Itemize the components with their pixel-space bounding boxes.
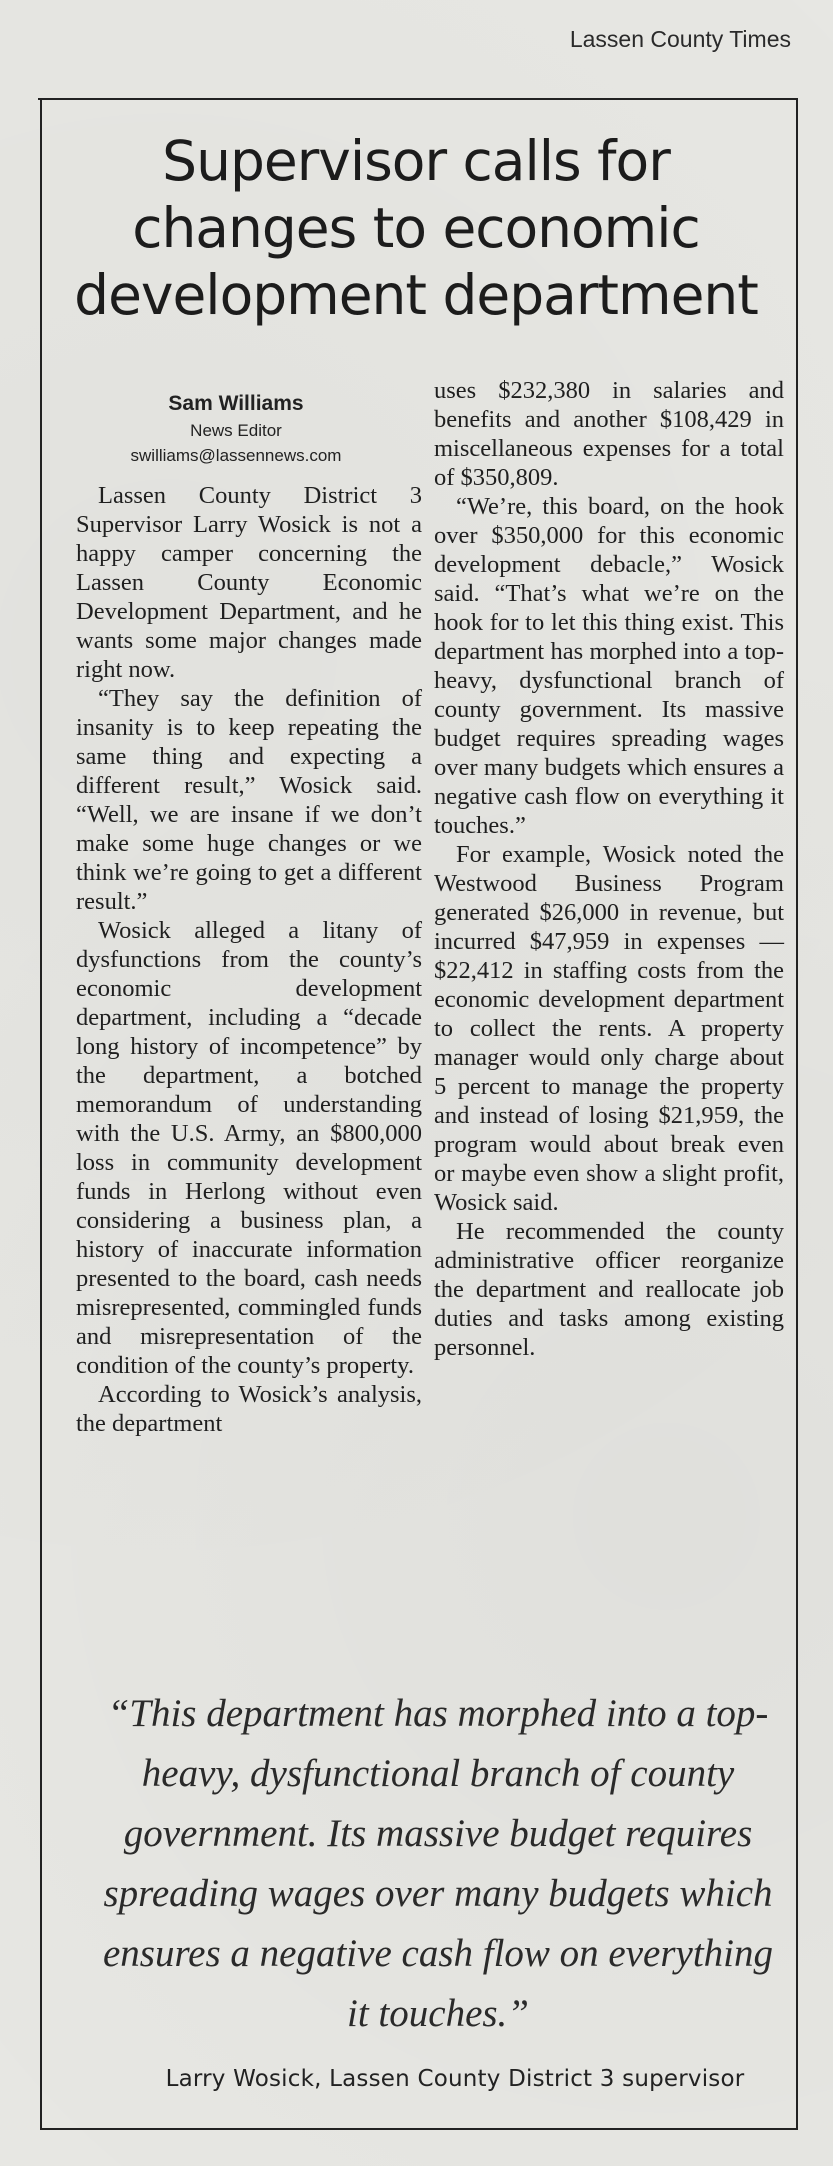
paragraph: According to Wosick’s analysis, the department xyxy=(76,1381,422,1437)
author-name: Sam Williams xyxy=(168,392,304,415)
paragraph: “We’re, this board, on the hook over $350,000 for this economic development debacle,” Wosick said. “That’s what we’re on the hook for to let this thing exist. This department has morphed into a top-heavy, dysfunctional branch of county government. Its massive budget requires spreading wages over many budgets which ensures a negative cash flow on everything it touches.” xyxy=(434,493,784,839)
article-column-left xyxy=(76,481,422,1661)
paragraph: uses $232,380 in salaries and benefits and another $108,429 in miscellaneous expenses for a total of $350,809. xyxy=(434,377,784,491)
article-column-right xyxy=(434,376,784,1661)
paragraph: He recommended the county administrative officer reorganize the department and reallocate job duties and tasks among existing personnel. xyxy=(434,1218,784,1361)
pull-quote: “This department has morphed into a top-heavy, dysfunctional branch of county government. Its massive budget requires spreading wages over many budgets which ensures a negative cash flow on everything it touches.” xyxy=(102,1692,774,2035)
paragraph: “They say the definition of insanity is to keep repeating the same thing and expecting a different result,” Wosick said. “Well, we are insane if we don’t make some huge changes or we think we’re going to get a different result.” xyxy=(76,685,422,915)
author-role: News Editor xyxy=(190,421,282,440)
article-headline: Supervisor calls for changes to economic development department xyxy=(74,129,758,327)
paragraph: For example, Wosick noted the Westwood Business Program generated $26,000 in revenue, but incurred $47,959 in expenses — $22,412 in staffing costs from the economic development department to collect the rents. A property manager would only charge about 5 percent to manage the property and instead of losing $21,959, the program would about break even or maybe even show a slight profit, Wosick said. xyxy=(434,841,784,1216)
newspaper-masthead: Lassen County Times xyxy=(569,26,791,52)
byline xyxy=(96,390,376,468)
author-email: swilliams@lassennews.com xyxy=(130,446,342,465)
paragraph: Wosick alleged a litany of dysfunctions from the county’s economic development department, including a “decade long history of incompetence” by the department, a botched memorandum of understanding with the U.S. Army, an $800,000 loss in community development funds in Herlong without even considering a business plan, a history of inaccurate information presented to the board, cash needs misrepresented, commingled funds and misrepresentation of the condition of the county’s property. xyxy=(76,917,422,1379)
paragraph: Lassen County District 3 Supervisor Larry Wosick is not a happy camper concerning the Lassen County Economic Development Department, and he wants some major changes made right now. xyxy=(76,482,422,683)
quote-attribution: Larry Wosick, Lassen County District 3 supervisor xyxy=(165,2066,745,2092)
